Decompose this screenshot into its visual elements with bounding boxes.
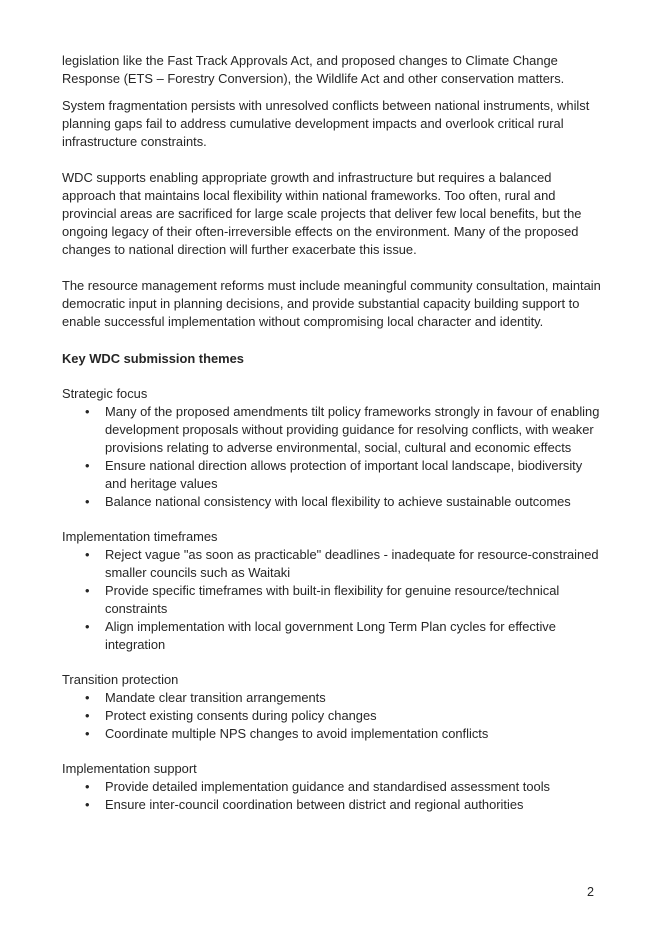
paragraph-reforms: The resource management reforms must include meaningful community consultation, maintain democratic input in planning decisions, and provide substantial capacity building support to enable successful implementation without compromising local character and identity. xyxy=(62,278,601,329)
bullet-list-implementation-timeframes xyxy=(62,546,602,654)
bullet-icon: • xyxy=(85,458,90,473)
subheading-strategic-focus: Strategic focus xyxy=(62,386,148,401)
list-item: • Coordinate multiple NPS changes to avoid implementation conflicts xyxy=(85,726,489,741)
list-item: • Reject vague "as soon as practicable" deadlines - inadequate for resource-constrained smaller councils such as Waitaki xyxy=(85,547,599,580)
subheading-implementation-support: Implementation support xyxy=(62,761,197,776)
list-item: • Balance national consistency with local flexibility to achieve sustainable outcomes xyxy=(85,494,571,509)
document-page xyxy=(62,52,602,814)
bullet-icon: • xyxy=(85,494,90,509)
list-item: • Protect existing consents during policy changes xyxy=(85,708,377,723)
list-item: • Provide detailed implementation guidance and standardised assessment tools xyxy=(85,779,550,794)
bullet-icon: • xyxy=(85,404,90,419)
subheading-transition-protection: Transition protection xyxy=(62,672,179,687)
list-item: • Ensure inter-council coordination between district and regional authorities xyxy=(85,797,524,812)
list-item: • Ensure national direction allows protection of important local landscape, biodiversity and heritage values xyxy=(85,458,583,491)
bullet-icon: • xyxy=(85,690,90,705)
paragraph-legislation: legislation like the Fast Track Approvals Act, and proposed changes to Climate Change Response (ETS – Forestry Conversion), the Wildlife Act and other conservation matters. xyxy=(62,53,565,86)
page-number: 2 xyxy=(587,885,595,899)
paragraph-fragmentation: System fragmentation persists with unresolved conflicts between national instruments, whilst planning gaps fail to address cumulative development impacts and overlook critical rural infrastructure constraints. xyxy=(62,98,590,149)
subheading-implementation-timeframes: Implementation timeframes xyxy=(62,529,218,544)
bullet-icon: • xyxy=(85,619,90,634)
bullet-icon: • xyxy=(85,583,90,598)
bullet-icon: • xyxy=(85,708,90,723)
bullet-icon: • xyxy=(85,779,90,794)
list-item: • Mandate clear transition arrangements xyxy=(85,690,326,705)
bullet-list-transition-protection xyxy=(62,689,602,743)
paragraph-wdc-supports: WDC supports enabling appropriate growth and infrastructure but requires a balanced approach that maintains local flexibility within national frameworks. Too often, rural and provincial areas are sacrificed for large scale projects that deliver few local benefits, but the ongoing legacy of their often-irreversible effects on the environment. Many of the proposed changes to national direction will further exacerbate this issue. xyxy=(62,170,582,257)
list-item: • Provide specific timeframes with built-in flexibility for genuine resource/technical constraints xyxy=(85,583,560,616)
list-item: • Align implementation with local government Long Term Plan cycles for effective integration xyxy=(85,619,556,652)
list-item: • Many of the proposed amendments tilt policy frameworks strongly in favour of enabling development proposals without providing guidance for resolving conflicts, with weaker provisions relating to adverse environmental, social, cultural and economic effects xyxy=(85,404,600,455)
bullet-list-strategic-focus xyxy=(62,403,602,511)
bullet-list-implementation-support xyxy=(62,778,602,814)
section-heading: Key WDC submission themes xyxy=(62,351,244,366)
bullet-icon: • xyxy=(85,726,90,741)
bullet-icon: • xyxy=(85,797,90,812)
bullet-icon: • xyxy=(85,547,90,562)
